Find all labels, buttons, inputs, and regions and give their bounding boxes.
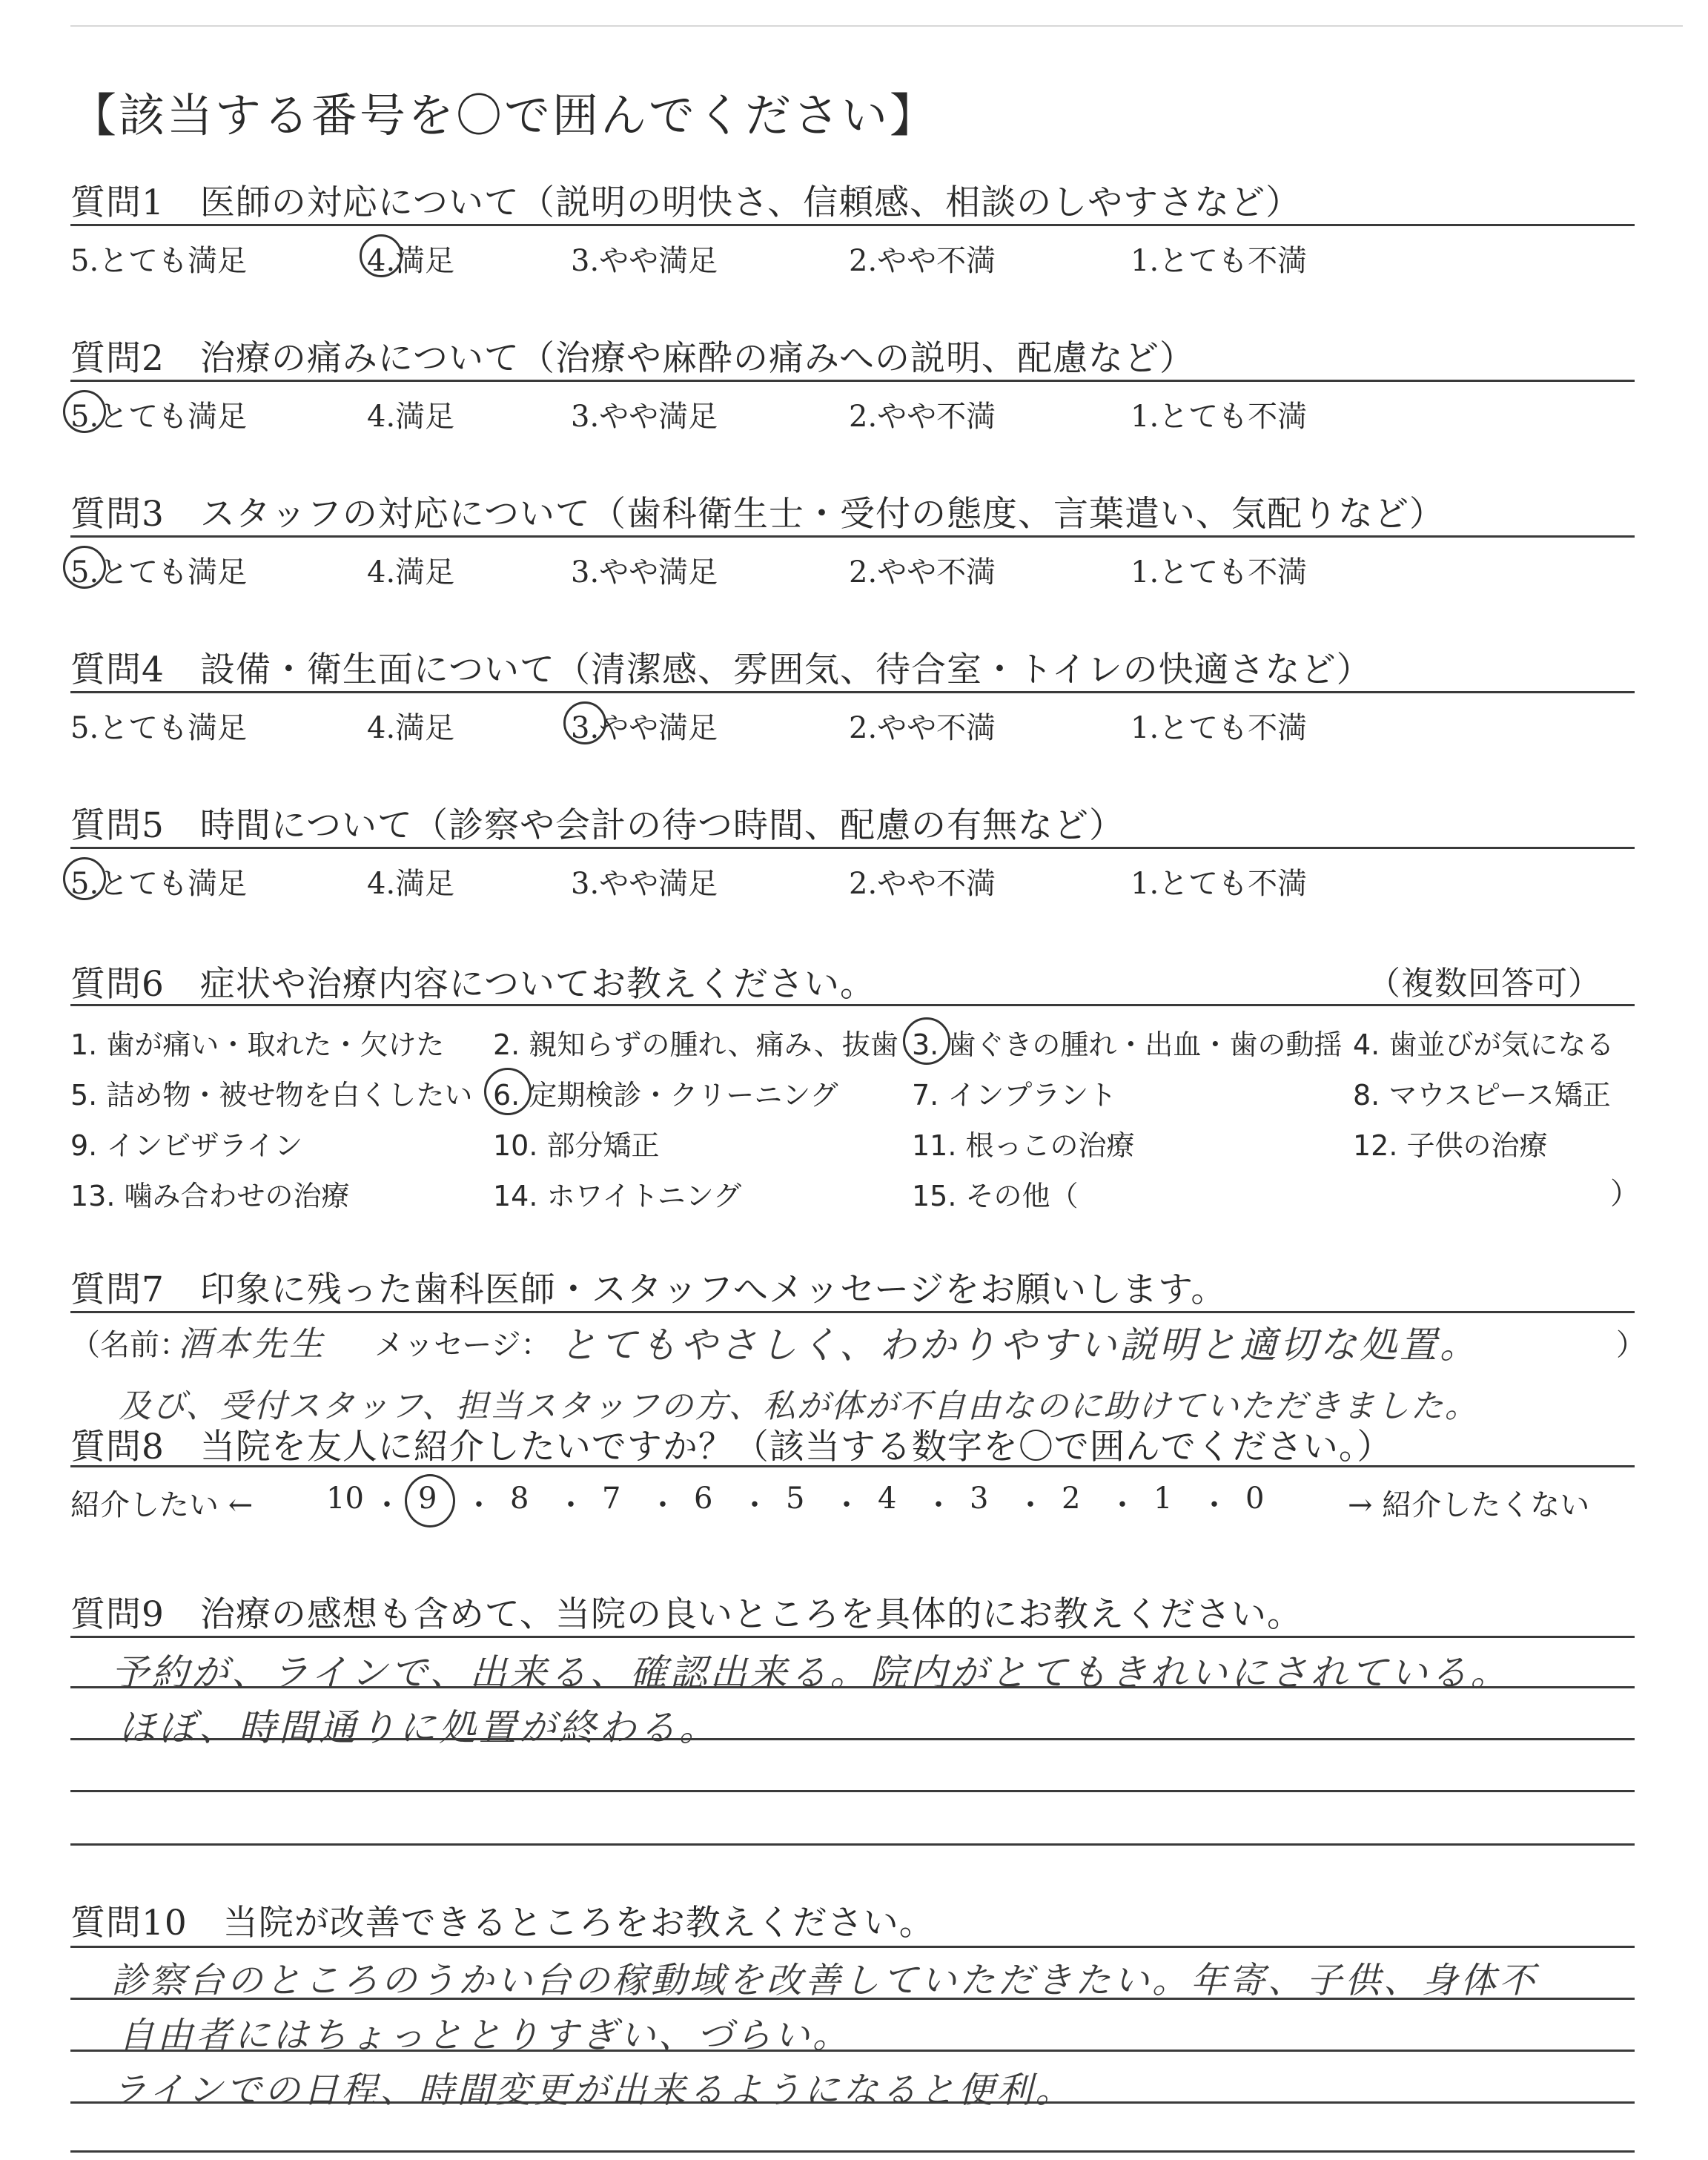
q8-title: 質問8 当院を友人に紹介したいですか？（該当する数字を〇で囲んでください。） [70,1427,1393,1467]
q4-rule [70,691,1635,693]
q9-writing-line [70,1790,1635,1792]
q3-option-2[interactable]: 2.やや不満 [849,555,996,589]
q7-handwritten-name: 酒本先生 [178,1324,326,1364]
selection-circle [903,1017,950,1065]
q2-option-3[interactable]: 3.やや満足 [571,400,718,434]
q6-option-10[interactable]: 10. 部分矯正 [493,1129,660,1162]
q6-option-6[interactable]: 6. 定期検診・クリーニング [493,1079,838,1112]
q10-handwritten-line1: 診察台のところのうかい台の稼動域を改善していただきたい。年寄、子供、身体不 [111,1960,1538,2001]
q6-option-4[interactable]: 4. 歯並びが気になる [1353,1028,1615,1061]
selection-circle [360,234,403,277]
q4-option-4[interactable]: 4.満足 [367,711,455,745]
q4-option-2[interactable]: 2.やや不満 [849,711,996,745]
selection-circle [63,390,106,433]
q8-left-label: 紹介したい ← [70,1488,254,1522]
selection-circle [563,701,606,744]
q8-scale-1[interactable]: 1 [1153,1482,1173,1516]
q8-scale-7[interactable]: 7 [602,1482,621,1516]
selection-circle [405,1474,455,1527]
q5-option-1[interactable]: 1.とても不満 [1131,867,1308,901]
q5-option-5[interactable]: 5.とても満足 [70,867,248,901]
q8-scale-separator: ・ [832,1488,861,1522]
q2-rule [70,380,1635,382]
q2-option-4[interactable]: 4.満足 [367,400,455,434]
q9-title: 質問9 治療の感想も含めて、当院の良いところを具体的にお教えください。 [70,1594,1302,1635]
q5-option-2[interactable]: 2.やや不満 [849,867,996,901]
q6-option-9[interactable]: 9. インビザライン [70,1129,303,1162]
q10-writing-line [70,2150,1635,2153]
q8-scale-10[interactable]: 10 [326,1482,364,1516]
q10-handwritten-line3: ラインでの日程、時間変更が出来るようになると便利。 [111,2070,1074,2111]
q6-option-11[interactable]: 11. 根っこの治療 [912,1129,1135,1162]
q8-scale-2[interactable]: 2 [1062,1482,1081,1516]
q1-option-3[interactable]: 3.やや満足 [571,244,718,278]
q5-option-3[interactable]: 3.やや満足 [571,867,718,901]
q6-option-12[interactable]: 12. 子供の治療 [1353,1129,1548,1162]
q6-option-1[interactable]: 1. 歯が痛い・取れた・欠けた [70,1028,445,1061]
q6-other-close-paren: ） [1610,1177,1640,1211]
q1-title: 質問1 医師の対応について（説明の明快さ、信頼感、相談のしやすさなど） [70,182,1302,223]
q8-scale-0[interactable]: 0 [1245,1482,1265,1516]
q8-scale-separator: ・ [464,1488,494,1522]
q6-title: 質問6 症状や治療内容についてお教えください。 [70,964,875,1005]
q8-scale-separator: ・ [556,1488,586,1522]
q8-scale-separator: ・ [1199,1488,1229,1522]
q3-option-1[interactable]: 1.とても不満 [1131,555,1308,589]
page-header: 【該当する番号を〇で囲んでください】 [70,88,939,142]
q2-option-5[interactable]: 5.とても満足 [70,400,248,434]
q9-writing-line [70,1843,1635,1846]
q8-scale-9[interactable]: 9 [418,1482,437,1516]
q2-option-2[interactable]: 2.やや不満 [849,400,996,434]
q8-scale-separator: ・ [648,1488,678,1522]
q7-rule [70,1311,1635,1313]
q4-title: 質問4 設備・衛生面について（清潔感、雰囲気、待合室・トイレの快適さなど） [70,650,1372,690]
q6-option-14[interactable]: 14. ホワイトニング [493,1180,742,1212]
q1-option-4[interactable]: 4.満足 [367,244,455,278]
q1-option-5[interactable]: 5.とても満足 [70,244,248,278]
q7-title: 質問7 印象に残った歯科医師・スタッフへメッセージをお願いします。 [70,1269,1227,1310]
q3-option-4[interactable]: 4.満足 [367,555,455,589]
selection-circle [484,1068,532,1115]
q3-option-5[interactable]: 5.とても満足 [70,555,248,589]
q7-message-label: メッセージ： [374,1328,551,1362]
q3-title: 質問3 スタッフの対応について（歯科衛生士・受付の態度、言葉遣い、気配りなど） [70,494,1445,535]
q8-scale-separator: ・ [1108,1488,1137,1522]
q7-name-label: （名前： [70,1328,189,1362]
q8-scale-separator: ・ [1016,1488,1045,1522]
q6-option-5[interactable]: 5. 詰め物・被せ物を白くしたい [70,1079,473,1112]
q2-title: 質問2 治療の痛みについて（治療や麻酔の痛みへの説明、配慮など） [70,338,1196,379]
q8-scale-6[interactable]: 6 [694,1482,713,1516]
q9-handwritten-line2: ほぼ、時間通りに処置が終わる。 [119,1706,719,1749]
q3-option-3[interactable]: 3.やや満足 [571,555,718,589]
q3-rule [70,535,1635,538]
q8-scale-4[interactable]: 4 [878,1482,897,1516]
q10-handwritten-line2: 自由者にはちょっととりすぎい、づらい。 [119,2015,852,2056]
q8-right-label: → 紹介したくない [1348,1488,1590,1522]
q7-handwritten-message-line1: とてもやさしく、わかりやすい説明と適切な処置。 [560,1324,1480,1367]
selection-circle [63,546,106,589]
q9-handwritten-line1: 予約が、ラインで、出来る、確認出来る。院内がとてもきれいにされている。 [111,1651,1511,1694]
q4-option-3[interactable]: 3.やや満足 [571,711,718,745]
q10-writing-line [70,1946,1635,1948]
q4-option-5[interactable]: 5.とても満足 [70,711,248,745]
q6-option-8[interactable]: 8. マウスピース矯正 [1353,1079,1611,1112]
q7-handwritten-message-line2: 及び、受付スタッフ、担当スタッフの方、私が体が不自由なのに助けていただきました。 [119,1387,1479,1425]
q6-option-15[interactable]: 15. その他（ [912,1180,1079,1212]
selection-circle [63,857,106,900]
q8-scale-8[interactable]: 8 [510,1482,529,1516]
q6-option-7[interactable]: 7. インプラント [912,1079,1117,1112]
q1-option-1[interactable]: 1.とても不満 [1131,244,1308,278]
q1-rule [70,224,1635,226]
q6-rule [70,1004,1635,1006]
q8-scale-3[interactable]: 3 [970,1482,989,1516]
q8-rule [70,1465,1635,1467]
q10-title: 質問10 当院が改善できるところをお教えください。 [70,1903,935,1943]
q6-option-3[interactable]: 3. 歯ぐきの腫れ・出血・歯の動揺 [912,1028,1343,1061]
q6-option-13[interactable]: 13. 噛み合わせの治療 [70,1180,350,1212]
q5-rule [70,847,1635,849]
q6-option-2[interactable]: 2. 親知らずの腫れ、痛み、抜歯 [493,1028,898,1061]
q8-scale-5[interactable]: 5 [786,1482,805,1516]
q6-multiple-note: （複数回答可） [1368,965,1601,1003]
q9-writing-line [70,1636,1635,1638]
q8-scale-separator: ・ [924,1488,953,1522]
q4-option-1[interactable]: 1.とても不満 [1131,711,1308,745]
q8-scale-separator: ・ [740,1488,769,1522]
q5-title: 質問5 時間について（診察や会計の待つ時間、配慮の有無など） [70,805,1125,846]
q8-scale-separator: ・ [372,1488,402,1522]
q7-close-paren: ） [1616,1328,1646,1362]
q2-option-1[interactable]: 1.とても不満 [1131,400,1308,434]
q5-option-4[interactable]: 4.満足 [367,867,455,901]
top-border-line [70,25,1683,27]
q1-option-2[interactable]: 2.やや不満 [849,244,996,278]
